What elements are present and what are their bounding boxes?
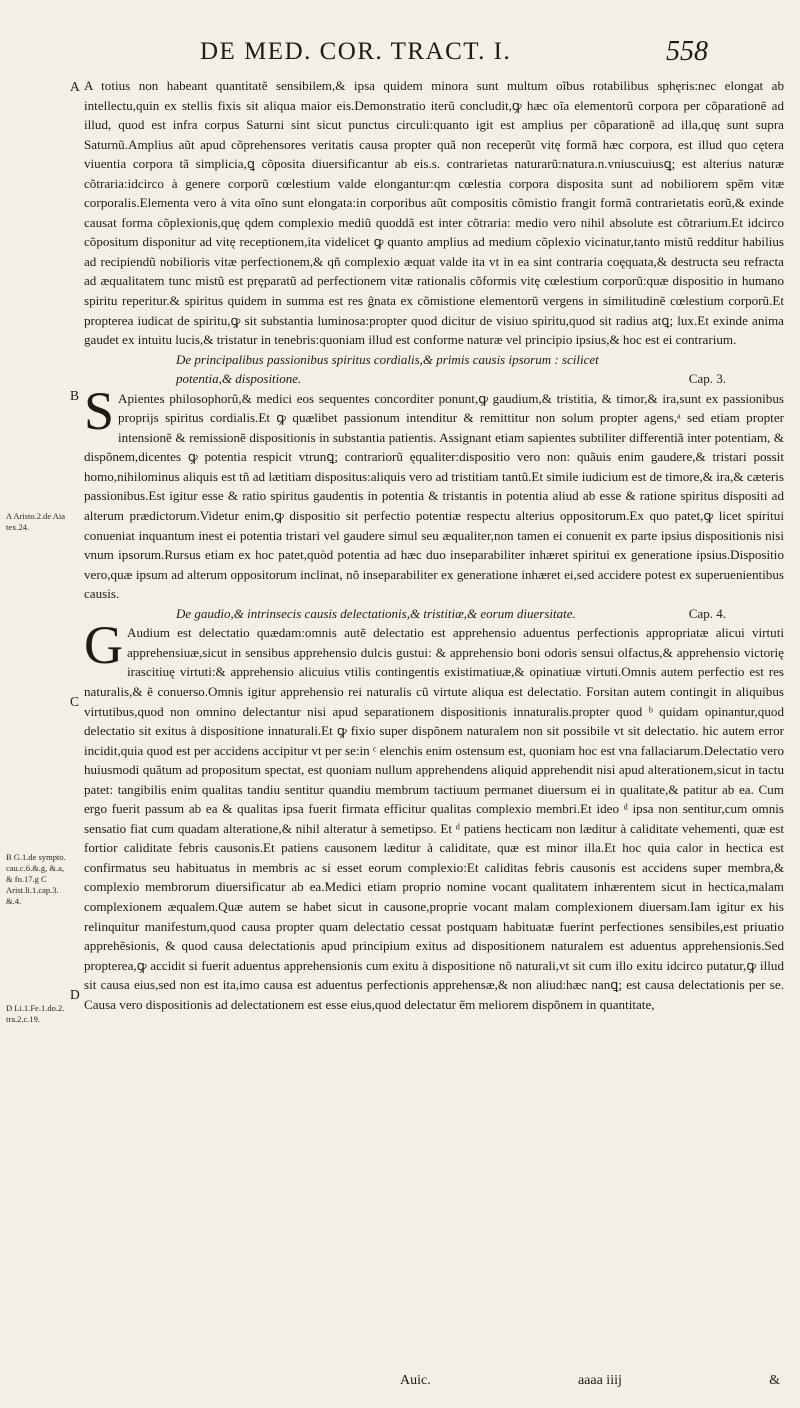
chapter-4-title: De gaudio,& intrinsecis causis delectationis,& tristitiæ,& eorum diuersitate. — [176, 605, 576, 621]
paragraph-2 — [84, 380, 784, 604]
margin-note-d: D Li.1.Fe.1.do.2. tra.2.c.19. — [6, 1003, 65, 1024]
section-marker-c: C — [70, 694, 80, 709]
margin-note-a: A Aristo.2.de Aia tex.24. — [6, 511, 66, 532]
drop-cap-g: G — [84, 615, 123, 676]
paragraph-3 — [84, 615, 784, 1014]
chapter-3-title: De principalibus passionibus spiritus cordialis,& primis causis ipsorum : scilicet potentia,& dispositione. — [176, 351, 599, 387]
margin-note-b: B G.1.de sympto. cau.c.6.&.g, &.a, & fo.17.g C Arist.li.1.cap.3. &.4. — [6, 852, 66, 906]
chapter-4-heading — [84, 604, 784, 624]
chapter-4-number: Cap. 4. — [688, 605, 726, 621]
running-title: DE MED. COR. TRACT. I. — [200, 38, 512, 65]
page-footer — [400, 1373, 780, 1389]
paragraph-3-text: Audium est delectatio quædam:omnis autẽ delectatio est apprehensio aduentus perfectionis appropriatæ alicui virtuti apprehensiuæ,sicut in sensibus apprehensio dulcis gustui: & apprehensio boni odoris sensui olfactus,& apprehensio victorię irascitiuę virtuti:& apprehensio alicuius vtilis contingentis existimatiuæ,& opinatiuæ virtuti.Omnis autem perfectio est res naturalis,& ẽ conuerso.Omnis igitur apprehensio rei naturalis cũ virtute aliqua est delectatio. Forsitan autem contingit in aliquibus virtutibus,quod non omnino delectantur nisi apud separationem dispositionis innaturalis.propter quod ᵇ quidam opinantur,quod delectatio sit exitus à dispositione innaturali.Et ꝙ fixio super dispõnem naturalem non sit possibile vt sit delectatio. hic autem error incidit,quia quod est per accidens accipitur vt per se:in ᶜ elenchis enim ostensum est, quoniam hoc est vna fallaciarum.Delectatio vero huiusmodi quãtum ad propositum spectat, est quoniam nullum apprehendens aliquid apprehendit nisi apud alterationem,sicut in tactu patet: tangibilis enim qualitas tandiu sentitur quandiu membrum tactiuum permanet diuersum ei in qualitate,& patitur ab ea. Cum ergo fuerit passum ab ea & qualitas ipsa fuerit firmata efficitur qualitas complexio membri.Et ideo ᵈ ipsa non sentitur,cum omnis sensatio fiat cum quadam alteratione,& nihil alteratur à semetipso. Et ᵈ patiens hecticam non læditur à caliditate vehementi, quæ est fortior caliditate febris causonis.Et patiens causonem læditur à caliditate, quæ est minor illa.Et hoc quia calor in hectica est confirmatus seu habituatus in membris ac si esset eorum complexio:Et caliditas febris causonis est accidens super membra,& complexio membrorum diuersificatur ab ea.Medici etiam proprio nomine vocant qualitatem inhærentem sicut in hectica,malam complexionem æqualem.Quæ autem se habet sicut in causone,proprie vocant malam complexionem diuersam.Iam igitur ex his relinquitur manifestum,quod causa propter quam delectatio cessat postquam habituatæ fuerint perfectiones sensibiles,est priuatio apprehẽsionis, & quod causa delectationis apud principium exitus ad dispositionem naturalem est aduentus apprehensionis.Sed propterea,ꝙ accidit si fuerit aduentus apprehensionis cum exitu à dispositione nõ naturali,vt sit cum illo exitu idcirco putatur,ꝙ illud sit causa eius,sed non est ita,imo causa est aduentus perfectionis apprehensæ,& non aliud:hæc nanꝗ; est causa delectationis per se. Causa vero dispositionis ad delectationem est esse eius,quod delectatur ẽm meliorem dispõnem in quantitate, — [84, 625, 784, 1012]
chapter-3-number: Cap. 3. — [688, 371, 726, 387]
signature-mark: aaaa iiij — [577, 1373, 622, 1388]
chapter-3-heading — [84, 350, 784, 389]
page-number: 558 — [666, 36, 708, 67]
catchword-left: Auic. — [400, 1373, 431, 1388]
section-marker-a: A — [70, 79, 80, 94]
drop-cap-s: S — [84, 380, 115, 441]
section-marker-d: D — [70, 987, 80, 1002]
paragraph-2-text: Apientes philosophorũ,& medici eos sequentes concorditer ponunt,ꝙ gaudium,& tristitia, & timor,& ira,sunt ex passionibus proprijs spiritus cordialis.Et ꝙ quælibet passionum intenditur & remittitur non solum propter agens,ᵃ sed etiam propter intensionẽ & remissionẽ dispositionis in substantia patientis. Assignant etiam sapientes subtiliter differentiã inter potentiam, & dispõnem,dicentes ꝙ potentia respicit vtrunꝗ; contrariorũ ęqualiter:dispositio vero non: quãuis enim gaudere,& tristari possit homo,nihilominus aliquis est tñ ad lætitiam dispositus:aliquis vero ad tristitiam tantũ.Et simile iudicium est de timore,& ira,& cæteris passionibus.Est igitur esse & ratio spiritus gaudentis in potentia & tristantis in potentia aliud ab esse & ratione spiritus dispositi ad alterum prædictorum.Videtur enim,ꝙ dispositio sit perfectio potentiæ respectu alterius oppositorum.Ex quo patet,ꝙ licet spiritui conueniat inquantum inest ei potentia tristari vel gaudere simul seu æqualiter,non tamen ei conuenit ex parte ipsius dispositionis nisi vnum ipsorum.Rursus etiam ex hoc patet,quòd potentia ad hæc duo inseparabiliter inhæret spiritui ex generatione ipsius.Dispositio vero,quæ ipsum ad alterum oppositorum inclinat, nõ inseparabiliter ex generatione inhæret ei,sed accidere potest ex superuenientibus causis. — [84, 390, 784, 602]
section-marker-b: B — [70, 388, 80, 403]
main-text — [84, 76, 784, 1014]
paragraph-1: A totius non habeant quantitatẽ sensibilem,& ipsa quidem minora sunt multum oĩbus rotabilibus sphęris:nec elongat ab intellectu,quin ex stellis fixis sit aliqua maior eis.Demonstratio iterũ concludit,ꝙ hæc oĩa elementorũ corpora per cõparationẽ ad illud, quod est infra corpus Saturni sint sicut punctus circuli:quanto igit est amplius per cõparationẽ ad illa,quę sunt supra Saturnũ.Amplius aũt apud cõprehensores veritatis causa propter quã non receperũt vitę formã hæc corpora, est illud quo cętera viuentia corpora tã simplicia,ꝗ cõposita diuersificantur ab eis.s. contrarietas naturarũ:natura.n.vniuscuiusꝗ; est alterius naturæ cõtraria:idcirco à genere corporũ cœlestium valde elongantur:qm cœlestia corpora disposita sunt ad nobiliorem spẽm vitæ corporalis.Elementa vero à vita oĩno sunt elongata:in corporibus aũt compositis cõmistio frangit formã contrarietatis eorũ,& exinde causat forma cõplexionis,quę qdem complexio mediũ quoddã est inter cõtraria: medio vero nihil absolute est cõtrarium.Et idcirco cõpositum disponitur ad vitę receptionem,ita videlicet ꝙ quanto amplius ad medium cõplexio vicinatur,tanto mistũ redditur habilius ad recipiendũ nobilioris vitæ perfectionem,& qñ complexio æquat valde ita vt in ea sint contraria coęquata,& destructa seu refracta ad æqualitatem tunc mistũ est pręparatũ ad perfectionem vitæ rationalis cõformis vitę cœlestium corporũ:quæ dispositio in humano spiritu reperitur.& spiritus quidem in summa est res ĝnata ex cõmistione elementorũ vergens in similitudinẽ cœlestium corporũ.Et propterea iudicat de spiritu,ꝙ sit substantia luminosa:propter quod dicitur de visiuo spiritu,quod sit radius atꝗ; lux.Et exinde anima gaudet ex intuitu lucis,& tristatur in tenebris:quoniam illud est conforme naturæ vel principio ipsius,& hoc est ei contrarium. — [84, 78, 784, 348]
catchword-right: & — [769, 1373, 780, 1388]
